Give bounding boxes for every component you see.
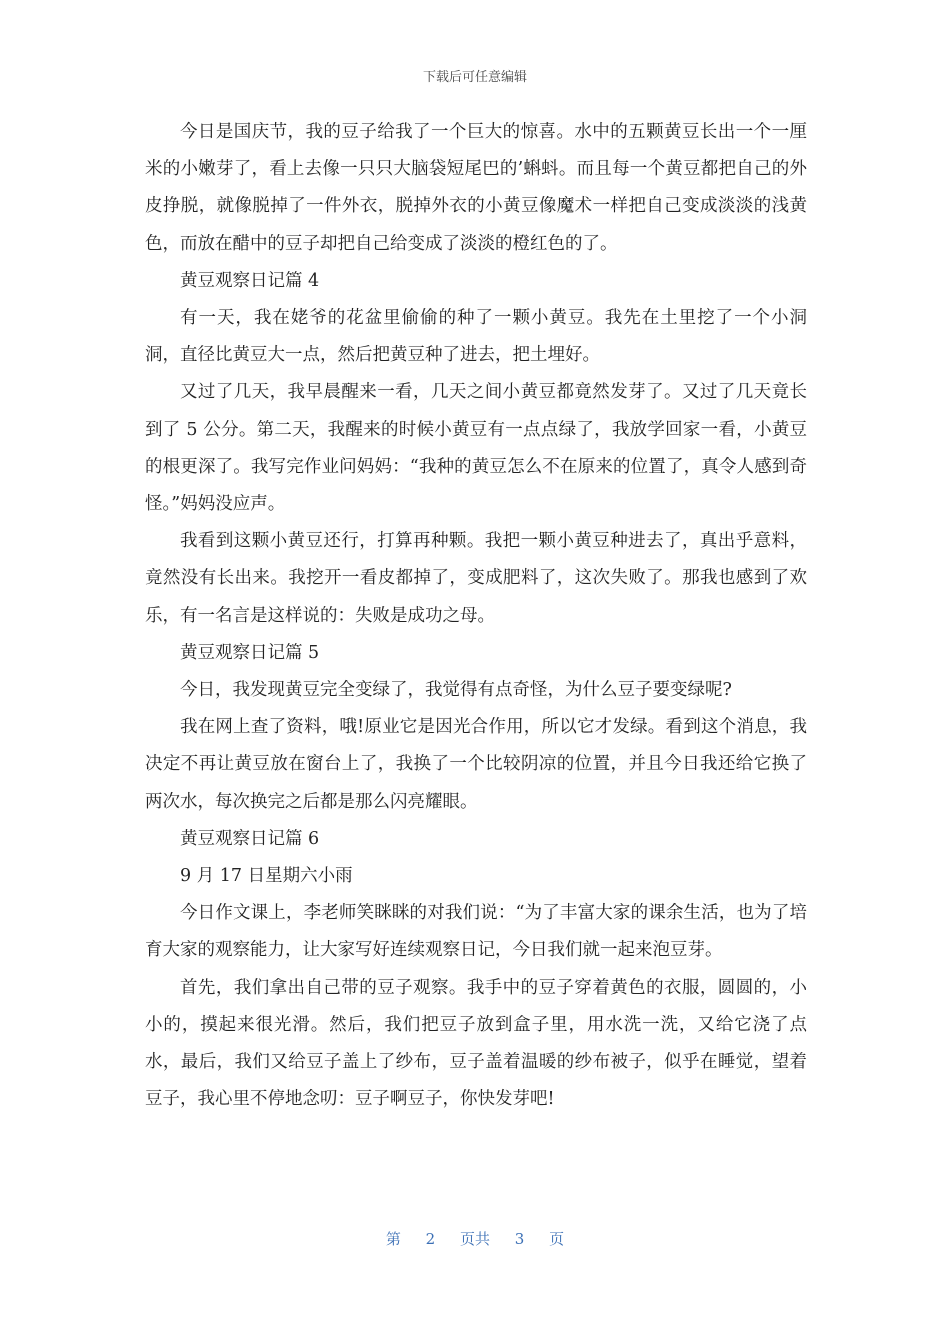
date-line: 9 月 17 日星期六小雨 [180,866,353,887]
footer-page-number: 2 [425,1230,436,1248]
paragraph: 今日，我发现黄豆完全变绿了，我觉得有点奇怪，为什么豆子要变绿呢? [180,680,732,701]
paragraph: 我看到这颗小黄豆还行，打算再种颗。我把一颗小黄豆种进去了，真出乎意料，竟然没有长出来。我挖开一看皮都掉了，变成肥料了，这次失败了。那我也感到了欢乐，有一名言是这样说的：失败是成功之母。 [145,531,807,626]
page-header: 下载后可任意编辑 [422,70,527,85]
paragraph: 有一天，我在姥爷的花盆里偷偷的种了一颗小黄豆。我先在土里挖了一个小洞洞，直径比黄豆大一点，然后把黄豆种了进去，把土埋好。 [145,308,807,366]
document-body [145,114,807,1118]
page-footer [0,1228,950,1249]
paragraph: 我在网上查了资料，哦!原业它是因光合作用，所以它才发绿。看到这个消息，我决定不再让黄豆放在窗台上了，我换了一个比较阴凉的位置，并且今日我还给它换了两次水，每次换完之后都是那么闪亮耀眼。 [145,717,807,812]
section-heading: 黄豆观察日记篇 4 [180,270,320,291]
footer-middle: 页共 [459,1230,490,1248]
paragraph: 今日是国庆节，我的豆子给我了一个巨大的惊喜。水中的五颗黄豆长出一个一厘米的小嫩芽了，看上去像一只只大脑袋短尾巴的’蝌蚪。而且每一个黄豆都把自己的外皮挣脱，就像脱掉了一件外衣，脱掉外衣的小黄豆像魔术一样把自己变成淡淡的浅黄色，而放在醋中的豆子却把自己给变成了淡淡的橙红色的了。 [145,122,807,254]
footer-suffix: 页 [549,1230,565,1248]
section-heading: 黄豆观察日记篇 6 [180,828,320,849]
section-heading: 黄豆观察日记篇 5 [180,642,320,663]
footer-prefix: 第 [385,1230,401,1248]
paragraph: 又过了几天，我早晨醒来一看，几天之间小黄豆都竟然发芽了。又过了几天竟长到了 5 公分。第二天，我醒来的时候小黄豆有一点点绿了，我放学回家一看，小黄豆的根更深了。我写完作业问妈妈：“我种的黄豆怎么不在原来的位置了，真令人感到奇怪。”妈妈没应声。 [145,382,807,515]
paragraph: 今日作文课上，李老师笑眯眯的对我们说：“为了丰富大家的课余生活，也为了培育大家的观察能力，让大家写好连续观察日记，今日我们就一起来泡豆芽。 [145,903,807,961]
paragraph: 首先，我们拿出自己带的豆子观察。我手中的豆子穿着黄色的衣服，圆圆的，小小的，摸起来很光滑。然后，我们把豆子放到盒子里，用水洗一洗，又给它浇了点水，最后，我们又给豆子盖上了纱布，豆子盖着温暖的纱布被子，似乎在睡觉，望着豆子，我心里不停地念叨：豆子啊豆子，你快发芽吧! [145,977,807,1110]
footer-total-pages: 3 [514,1230,525,1248]
